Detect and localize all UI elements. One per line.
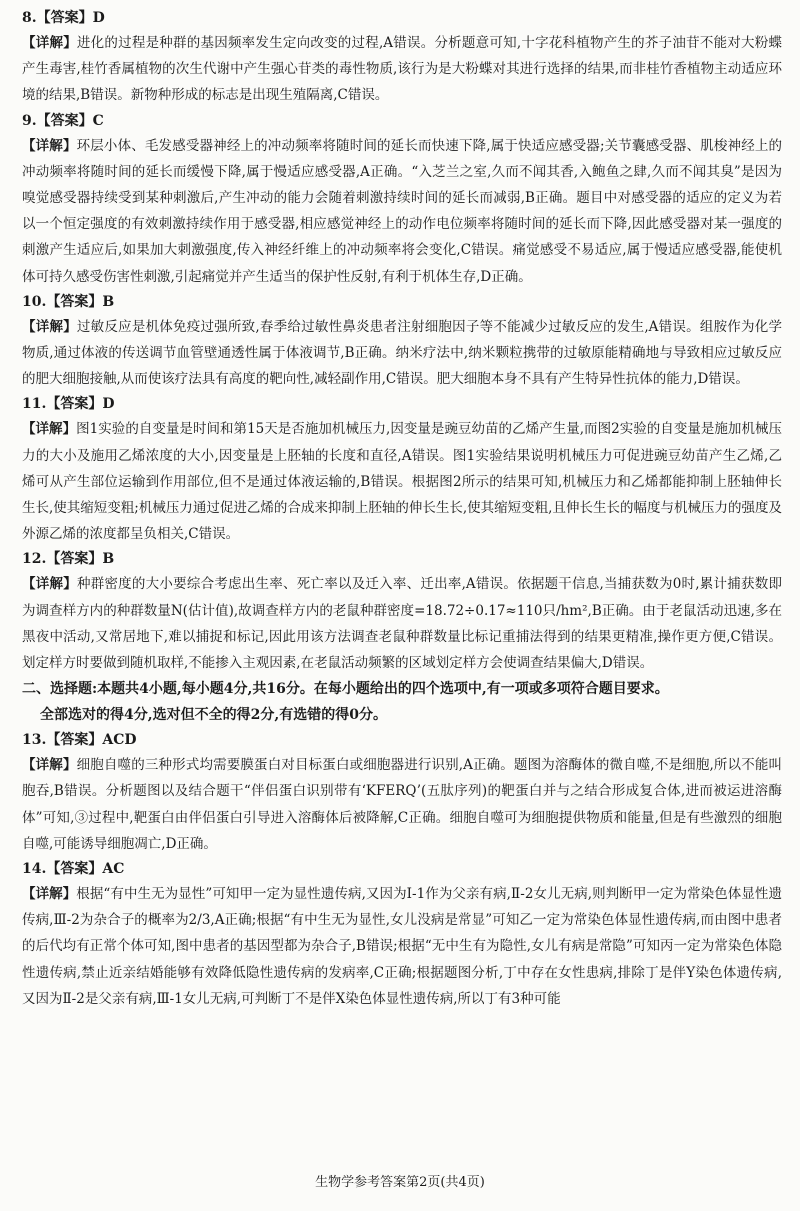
q8-detail: 【详解】进化的过程是种群的基因频率发生定向改变的过程,A错误。分析题意可知,十字花科植物产生的芥子油苷不能对大粉蝶产生毒害,桂竹香属植物的次生代谢中产生强心苷类的毒性物质,该行为是大粉蝶对其进行选择的结果,而非桂竹香植物主动适应环境的结果,B错误。新物种形成的标志是出现生殖隔离,C错误。	[22, 35, 782, 104]
q9-detail: 【详解】环层小体、毛发感受器神经上的冲动频率将随时间的延长而快速下降,属于快适应感受器;关节囊感受器、肌梭神经上的冲动频率将随时间的延长而缓慢下降,属于慢适应感受器,A正确。“入芝兰之室,久而不闻其香,入鲍鱼之肆,久而不闻其臭”是因为嗅觉感受器持续受到某种刺激后,产生冲动的能力会随着刺激持续时间的延长而减弱,B正确。题目中对感受器的适应的定义为若以一个恒定强度的有效刺激持续作用于感受器,相应感觉神经上的动作电位频率将随时间的延长而下降,因此感受器对某一强度的刺激产生适应后,如果加大刺激强度,传入神经纤维上的冲动频率将会变化,C错误。痛觉感受不易适应,属于慢适应感受器,能使机体可持久感受伤害性刺激,引起痛觉并产生适当的保护性反射,有利于机体生存,D正确。	[22, 137, 783, 285]
q11-answer: 11.【答案】D	[22, 396, 115, 413]
q12-answer: 12.【答案】B	[22, 551, 115, 568]
section-2-heading: 二、选择题:本题共4小题,每小题4分,共16分。在每小题给出的四个选项中,有一项或多项符合题目要求。	[22, 681, 669, 698]
q11-detail: 【详解】图1实验的自变量是时间和第15天是否施加机械压力,因变量是豌豆幼苗的乙烯产生量,而图2实验的自变量是施加机械压力的大小及施用乙烯浓度的大小,因变量是上胚轴的长度和直径,A错误。图1实验结果说明机械压力可促进豌豆幼苗产生乙烯,乙烯可从产生部位运输到作用部位,但不是通过体液运输的,B错误。根据图2所示的结果可知,机械压力和乙烯都能抑制上胚轴伸长生长,使其缩短变粗;机械压力通过促进乙烯的合成来抑制上胚轴的伸长生长,使其缩短变粗,且伸长生长的幅度与机械压力的强度及外源乙烯的浓度都呈负相关,C错误。	[22, 421, 783, 543]
q13-detail: 【详解】细胞自噬的三种形式均需要膜蛋白对目标蛋白或细胞器进行识别,A正确。题图为溶酶体的微自噬,不是细胞,所以不能叫胞吞,B错误。分析题图以及结合题干“伴侣蛋白识别带有‘KFERQ’(五肽序列)的靶蛋白并与之结合形成复合体,进而被运进溶酶体”可知,③过程中,靶蛋白由伴侣蛋白引导进入溶酶体后被降解,C正确。细胞自噬可为细胞提供物质和能量,但是有些激烈的细胞自噬,可能诱导细胞凋亡,D正确。	[22, 757, 783, 852]
q14-answer: 14.【答案】AC	[22, 861, 125, 878]
q10-detail: 【详解】过敏反应是机体免疫过强所致,春季给过敏性鼻炎患者注射细胞因子等不能减少过敏反应的发生,A错误。组胺作为化学物质,通过体液的传送调节血管壁通透性属于体液调节,B正确。纳米疗法中,纳米颗粒携带的过敏原能精确地与导致相应过敏反应的肥大细胞接触,从而使该疗法具有高度的靶向性,减轻副作用,C错误。肥大细胞本身不具有产生特异性抗体的能力,D错误。	[22, 318, 782, 388]
answer-page	[22, 6, 782, 1012]
section-2-scoring: 全部选对的得4分,选对但不全的得2分,有选错的得0分。	[40, 707, 387, 724]
q10-answer: 10.【答案】B	[22, 293, 115, 310]
page-footer: 生物学参考答案第2页(共4页)	[315, 1175, 485, 1190]
q12-detail: 【详解】种群密度的大小要综合考虑出生率、死亡率以及迁入率、迁出率,A错误。依据题干信息,当捕获数为0时,累计捕获数即为调查样方内的种群数量N(估计值),故调查样方内的老鼠种群密度=18.72÷0.17≈110只/hm²,B正确。由于老鼠活动迅速,多在黑夜中活动,又常居地下,难以捕捉和标记,因此用该方法调查老鼠种群数量比标记重捕法得到的结果更精准,操作更方便,C错误。划定样方时要做到随机取样,不能掺入主观因素,在老鼠活动频繁的区域划定样方会使调查结果偏大,D错误。	[22, 576, 782, 672]
q14-detail: 【详解】根据“有中生无为显性”可知甲一定为显性遗传病,又因为Ⅰ-1作为父亲有病,Ⅱ-2女儿无病,则判断甲一定为常染色体显性遗传病,Ⅲ-2为杂合子的概率为2/3,A正确;根据“有中生无为显性,女儿没病是常显”可知乙一定为常染色体显性遗传病,而由图中患者的后代均有正常个体可知,图中患者的基因型都为杂合子,B错误;根据“无中生有为隐性,女儿有病是常隐”可知丙一定为常染色体隐性遗传病,禁止近亲结婚能够有效降低隐性遗传病的发病率,C正确;根据题图分析,丁中存在女性患病,排除丁是伴Y染色体遗传病,又因为Ⅱ-2是父亲有病,Ⅲ-1女儿无病,可判断丁不是伴X染色体显性遗传病,所以丁有3种可能	[22, 886, 782, 1007]
q9-answer: 9.【答案】C	[22, 112, 104, 129]
q13-answer: 13.【答案】ACD	[22, 732, 137, 749]
q8-answer: 8.【答案】D	[22, 10, 105, 26]
